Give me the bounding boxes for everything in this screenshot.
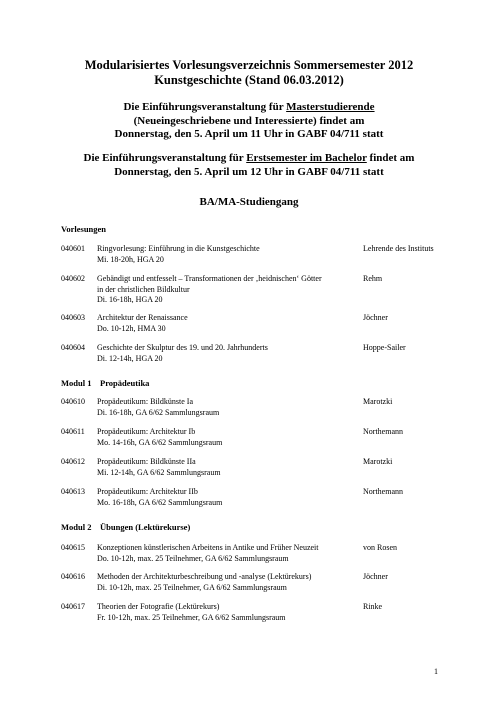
course-detail: Di. 10-12h, max. 25 Teilnehmer, GA 6/62 Sammlungsraum <box>97 582 287 592</box>
title-line-2: Kunstgeschichte (Stand 06.03.2012) <box>154 73 344 87</box>
notice2-line-2: Donnerstag, den 5. April um 12 Uhr in GABF 04/711 statt <box>114 165 384 178</box>
course-lecturer: Northemann <box>363 487 403 496</box>
course-detail: Mi. 18-20h, HGA 20 <box>97 254 164 264</box>
course-lecturer: Marotzki <box>363 457 393 466</box>
course-code: 040601 <box>61 244 85 253</box>
notice1-line-1 <box>0 101 498 115</box>
course-lecturer: von Rosen <box>363 543 397 552</box>
course-title: Propädeutikum: Bildkünste Ia <box>97 397 193 406</box>
course-detail: in der christlichen Bildkultur <box>97 284 190 294</box>
course-description <box>97 457 357 478</box>
course-detail: Fr. 10-12h, max. 25 Teilnehmer, GA 6/62 Sammlungsraum <box>97 612 286 622</box>
notice1-line-3: Donnerstag, den 5. April um 11 Uhr in GABF 04/711 statt <box>114 128 384 140</box>
program-heading: BA/MA-Studiengang <box>199 196 299 208</box>
course-title: Architektur der Renaissance <box>97 313 188 322</box>
section-title: Vorlesungen <box>61 224 107 234</box>
course-description <box>97 274 357 306</box>
course-detail: Di. 16-18h, HGA 20 <box>97 295 163 304</box>
course-title: Propädeutikum: Architektur Ib <box>97 427 196 436</box>
document-title <box>0 58 498 88</box>
module-number: Modul 1 <box>61 378 92 388</box>
section-heading <box>61 522 190 532</box>
course-code: 040615 <box>61 543 85 552</box>
course-detail: Mo. 16-18h, GA 6/62 Sammlungsraum <box>97 497 223 507</box>
course-title: Geschichte der Skulptur des 19. und 20. Jahrhunderts <box>97 343 268 352</box>
course-lecturer: Jöchner <box>363 313 388 322</box>
course-title: Methoden der Architekturbeschreibung und -analyse (Lektürekurs) <box>97 572 312 581</box>
notice2-post: findet am <box>366 152 415 164</box>
course-detail: Di. 16-18h, GA 6/62 Sammlungsraum <box>97 407 220 417</box>
title-line-1: Modularisiertes Vorlesungsverzeichnis Sommersemester 2012 <box>84 58 414 72</box>
course-title: Theorien der Fotografie (Lektürekurs) <box>97 602 220 611</box>
course-title: Ringvorlesung: Einführung in die Kunstgeschichte <box>97 244 260 253</box>
course-code: 040603 <box>61 313 85 322</box>
notice1-pre: Die Einführungsveranstaltung für <box>123 101 287 113</box>
course-description <box>97 487 357 508</box>
notice2-pre: Die Einführungsveranstaltung für <box>83 152 247 164</box>
course-lecturer: Marotzki <box>363 397 393 406</box>
course-description <box>97 244 357 265</box>
course-code: 040604 <box>61 343 85 352</box>
course-code: 040616 <box>61 572 85 581</box>
course-code: 040602 <box>61 274 85 283</box>
course-title: Propädeutikum: Architektur IIb <box>97 487 198 496</box>
bachelor-intro-notice <box>0 152 498 179</box>
course-lecturer: Hoppe-Sailer <box>363 343 406 352</box>
course-code: 040613 <box>61 487 85 496</box>
notice2-line-1 <box>0 152 498 166</box>
course-detail: Di. 12-14h, HGA 20 <box>97 353 163 363</box>
masterstudierende-link[interactable]: Masterstudierende <box>286 101 375 113</box>
course-code: 040610 <box>61 397 85 406</box>
notice1-line-2: (Neueingeschriebene und Interessierte) findet am <box>133 114 365 127</box>
section-heading <box>61 224 106 234</box>
course-description <box>97 602 357 623</box>
section-title: Übungen (Lektürekurse) <box>100 522 191 532</box>
course-detail: Mi. 12-14h, GA 6/62 Sammlungsraum <box>97 467 221 477</box>
course-code: 040617 <box>61 602 85 611</box>
course-lecturer: Lehrende des Instituts <box>363 244 434 253</box>
course-code: 040612 <box>61 457 85 466</box>
section-title: Propädeutika <box>100 378 150 388</box>
course-description <box>97 343 357 364</box>
master-intro-notice <box>0 101 498 142</box>
course-lecturer: Rinke <box>363 602 383 611</box>
module-number: Modul 2 <box>61 522 92 532</box>
page-number: 1 <box>434 667 438 676</box>
course-description <box>97 572 357 593</box>
erstsemester-link[interactable]: Erstsemester im Bachelor <box>246 152 367 164</box>
course-title: Propädeutikum: Bildkünste IIa <box>97 457 196 466</box>
course-description <box>97 313 357 334</box>
course-detail: Mo. 14-16h, GA 6/62 Sammlungsraum <box>97 437 223 447</box>
course-detail: Do. 10-12h, max. 25 Teilnehmer, GA 6/62 Sammlungsraum <box>97 553 289 563</box>
course-title: Konzeptionen künstlerischen Arbeitens in Antike und Früher Neuzeit <box>97 543 319 552</box>
course-title: Gebändigt und entfesselt – Transformationen der ‚heidnischen‘ Götter <box>97 274 322 283</box>
course-code: 040611 <box>61 427 85 436</box>
course-lecturer: Jöchner <box>363 572 388 581</box>
course-description <box>97 397 357 418</box>
course-lecturer: Northemann <box>363 427 403 436</box>
section-heading <box>61 378 149 388</box>
course-description <box>97 543 357 564</box>
course-detail: Do. 10-12h, HMA 30 <box>97 323 166 333</box>
course-description <box>97 427 357 448</box>
course-lecturer: Rehm <box>363 274 383 283</box>
